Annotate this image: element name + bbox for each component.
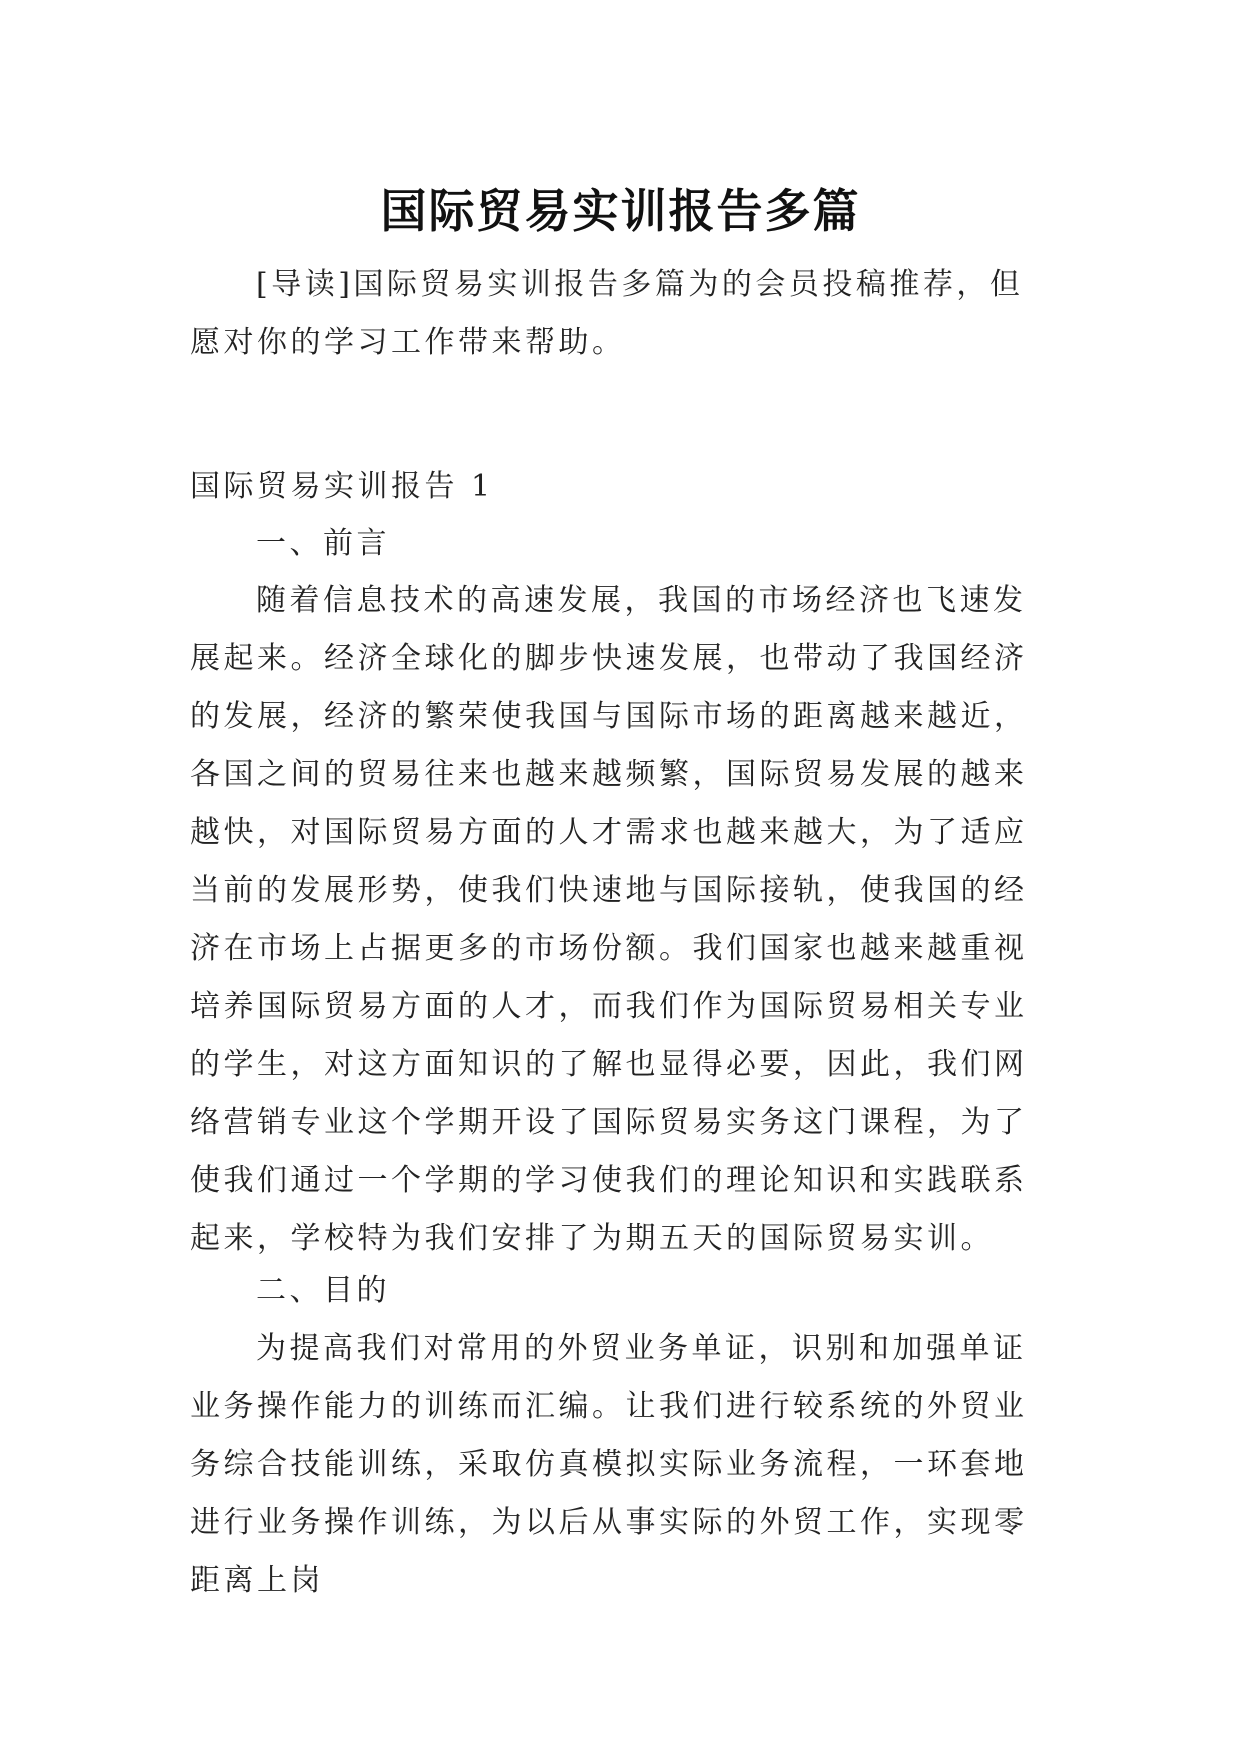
section-paragraph-preface: 随着信息技术的高速发展，我国的市场经济也飞速发展起来。经济全球化的脚步快速发展，也带动了我国经济的发展，经济的繁荣使我国与国际市场的距离越来越近，各国之间的贸易往来也越来越频繁，国际贸易发展的越来越快，对国际贸易方面的人才需求也越来越大，为了适应当前的发展形势，使我们快速地与国际接轨，使我国的经济在市场上占据更多的市场份额。我们国家也越来越重视培养国际贸易方面的人才，而我们作为国际贸易相关专业的学生，对这方面知识的了解也显得必要，因此，我们网络营销专业这个学期开设了国际贸易实务这门课程，为了使我们通过一个学期的学习使我们的理论知识和实践联系起来，学校特为我们安排了为期五天的国际贸易实训。 bbox=[190, 583, 1028, 1256]
intro-paragraph: [导读]国际贸易实训报告多篇为的会员投稿推荐，但愿对你的学习工作带来帮助。 bbox=[190, 267, 1024, 360]
section-heading-preface: 一、前言 bbox=[256, 526, 390, 561]
section-heading-purpose: 二、目的 bbox=[256, 1273, 390, 1308]
section-paragraph-purpose: 为提高我们对常用的外贸业务单证，识别和加强单证业务操作能力的训练而汇编。让我们进行较系统的外贸业务综合技能训练，采取仿真模拟实际业务流程，一环套地进行业务操作训练，为以后从事实际的外贸工作，实现零距离上岗 bbox=[190, 1331, 1028, 1598]
document-title: 国际贸易实训报告多篇 bbox=[380, 183, 861, 238]
report-heading: 国际贸易实训报告 1 bbox=[190, 469, 494, 504]
